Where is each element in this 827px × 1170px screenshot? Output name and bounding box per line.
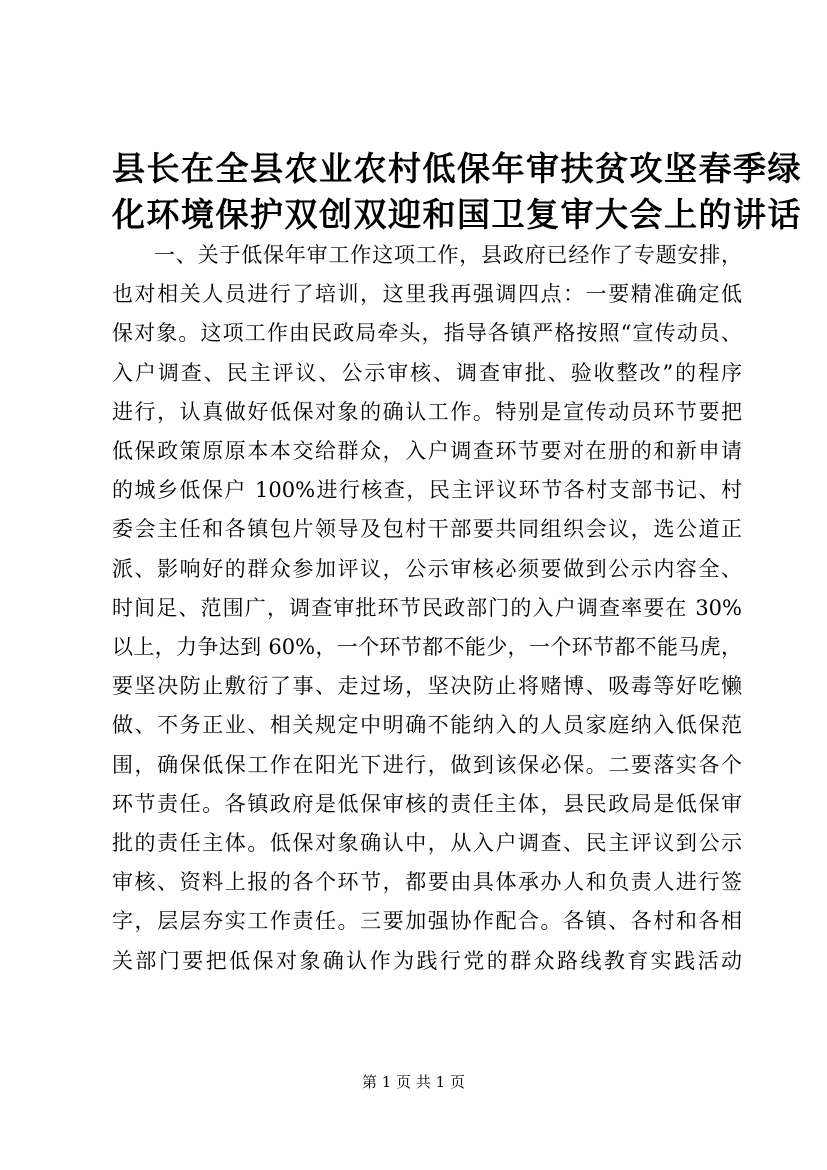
body-line: 也对相关人员进行了培训，这里我再强调四点：一要精准确定低 — [112, 282, 742, 307]
document-title — [112, 146, 802, 238]
title-line: 县长在全县农业农村低保年审扶贫攻坚春季绿 — [112, 149, 802, 188]
body-line: 保对象。这项工作由民政局牵头，指导各镇严格按照“宣传动员、 — [112, 321, 742, 346]
body-line: 的城乡低保户 100%进行核查，民主评议环节各村支部书记、村 — [112, 478, 742, 503]
body-line: 围，确保低保工作在阳光下进行，做到该保必保。二要落实各个 — [112, 752, 742, 777]
body-line: 一、关于低保年审工作这项工作，县政府已经作了专题安排， — [154, 243, 742, 267]
body-line: 审核、资料上报的各个环节，都要由具体承办人和负责人进行签 — [112, 870, 742, 895]
document-body — [112, 236, 742, 981]
body-line: 时间足、范围广，调查审批环节民政部门的入户调查率要在 30% — [112, 595, 742, 620]
body-line: 关部门要把低保对象确认作为践行党的群众路线教育实践活动 — [112, 948, 742, 973]
body-line: 入户调查、民主评议、公示审核、调查审批、验收整改”的程序 — [112, 360, 742, 385]
body-line: 批的责任主体。低保对象确认中，从入户调查、民主评议到公示 — [112, 831, 742, 856]
body-line: 派、影响好的群众参加评议，公示审核必须要做到公示内容全、 — [112, 556, 742, 581]
body-line: 以上，力争达到 60%，一个环节都不能少，一个环节都不能马虎， — [112, 635, 742, 660]
body-line: 字，层层夯实工作责任。三要加强协作配合。各镇、各村和各相 — [112, 909, 742, 934]
title-line: 化环境保护双创双迎和国卫复审大会上的讲话 — [112, 195, 802, 234]
body-line: 环节责任。各镇政府是低保审核的责任主体，县民政局是低保审 — [112, 791, 742, 816]
body-line: 做、不务正业、相关规定中明确不能纳入的人员家庭纳入低保范 — [112, 713, 742, 738]
body-line: 进行，认真做好低保对象的确认工作。特别是宣传动员环节要把 — [112, 399, 742, 424]
body-line: 要坚决防止敷衍了事、走过场，坚决防止将赌博、吸毒等好吃懒 — [112, 674, 742, 699]
page-footer: 第 1 页 共 1 页 — [362, 1073, 465, 1091]
body-line: 低保政策原原本本交给群众，入户调查环节要对在册的和新申请 — [112, 439, 742, 464]
body-line: 委会主任和各镇包片领导及包村干部要共同组织会议，选公道正 — [112, 517, 742, 542]
